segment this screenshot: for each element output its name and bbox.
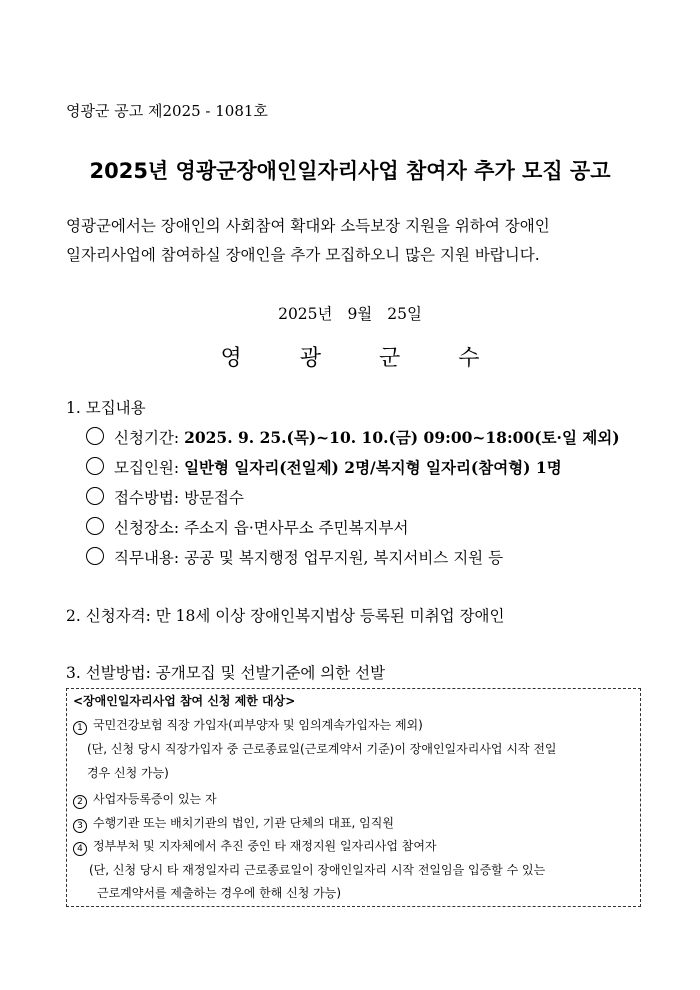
restriction-heading: <장애인일자리사업 참여 신청 제한 대상>	[73, 694, 296, 708]
restriction-subnote: 근로계약서를 제출하는 경우에 한해 신청 가능)	[97, 886, 342, 900]
issuer-char: 광	[299, 346, 321, 371]
restriction-item	[73, 817, 394, 833]
circle-bullet-icon	[86, 547, 104, 565]
intro-line-1: 영광군에서는 장애인의 사회참여 확대와 소득보장 지원을 위하여 장애인	[66, 217, 550, 235]
restriction-item	[73, 719, 423, 735]
restriction-item	[73, 840, 437, 856]
item-label: 신청기간:	[114, 429, 180, 447]
item-value: 2025. 9. 25.(목)~10. 10.(금) 09:00~18:00(토·일 제외)	[184, 428, 620, 447]
announcement-date	[0, 302, 700, 324]
issuer-char: 군	[379, 346, 401, 371]
restriction-subnote: (단, 신청 당시 직장가입자 중 근로종료일(근로계약서 기준)이 장애인일자리사업 시작 전일	[87, 742, 557, 756]
recruitment-item	[86, 516, 408, 538]
restriction-box	[66, 688, 641, 907]
item-label: 직무내용:	[114, 549, 180, 567]
circle-bullet-icon	[86, 517, 104, 535]
issuer-char: 수	[458, 346, 480, 371]
item-value: 일반형 일자리(전일제) 2명/복지형 일자리(참여형) 1명	[184, 458, 562, 477]
intro-line-2: 일자리사업에 참여하실 장애인을 추가 모집하오니 많은 지원 바랍니다.	[66, 246, 540, 264]
restriction-item	[73, 793, 217, 809]
item-value: 주소지 읍·면사무소 주민복지부서	[184, 519, 409, 537]
item-value: 방문접수	[184, 489, 244, 507]
circled-number-icon: 3	[73, 819, 87, 833]
item-label: 신청장소:	[114, 519, 180, 537]
restriction-subnote: 경우 신청 가능)	[87, 766, 169, 780]
recruitment-item	[86, 456, 562, 478]
issuer-char: 영	[220, 346, 242, 371]
section-2-eligibility: 2. 신청자격: 만 18세 이상 장애인복지법상 등록된 미취업 장애인	[66, 607, 505, 625]
restriction-text: 사업자등록증이 있는 자	[93, 792, 217, 806]
date-day: 25일	[387, 305, 422, 323]
notice-number: 영광군 공고 제2025 - 1081호	[66, 102, 268, 120]
circle-bullet-icon	[86, 487, 104, 505]
item-label: 접수방법:	[114, 489, 180, 507]
circle-bullet-icon	[86, 457, 104, 475]
item-label: 모집인원:	[114, 459, 180, 477]
section-1-heading: 1. 모집내용	[66, 399, 146, 417]
circled-number-icon: 1	[73, 721, 87, 735]
recruitment-item	[86, 426, 620, 448]
date-year: 2025년	[278, 305, 333, 323]
recruitment-item	[86, 546, 503, 568]
document-title: 2025년 영광군장애인일자리사업 참여자 추가 모집 공고	[89, 159, 611, 183]
restriction-text: 국민건강보험 직장 가입자(피부양자 및 임의계속가입자는 제외)	[93, 718, 423, 732]
item-value: 공공 및 복지행정 업무지원, 복지서비스 지원 등	[184, 549, 504, 567]
issuer-name	[0, 341, 700, 372]
restriction-text: 정부부처 및 지자체에서 추진 중인 타 재정지원 일자리사업 참여자	[93, 839, 437, 853]
circle-bullet-icon	[86, 427, 104, 445]
restriction-text: 수행기관 또는 배치기관의 법인, 기관 단체의 대표, 임직원	[93, 816, 394, 830]
circled-number-icon: 4	[73, 842, 87, 856]
circled-number-icon: 2	[73, 795, 87, 809]
date-month: 9월	[347, 305, 373, 323]
section-3-selection: 3. 선발방법: 공개모집 및 선발기준에 의한 선발	[66, 664, 386, 682]
recruitment-item	[86, 486, 244, 508]
restriction-subnote: (단, 신청 당시 타 재정일자리 근로종료일이 장애인일자리 시작 전일임을 입증할 수 있는	[89, 863, 546, 877]
